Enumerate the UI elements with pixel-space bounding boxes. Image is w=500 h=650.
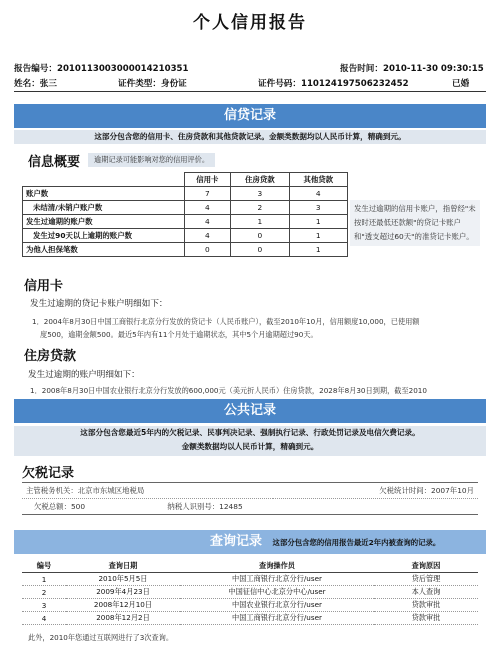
- cell-value: 1: [289, 215, 347, 229]
- table-row: [23, 215, 348, 229]
- overdue-definition-note: 发生过逾期的信用卡账户，指曾经"未按时还最低还款额"的贷记卡账户和"透支超过60天"的准贷记卡账户。: [350, 200, 480, 246]
- table-row: [22, 573, 478, 586]
- tax-amount: 欠税总额：500: [34, 502, 86, 511]
- cell-value: 2: [22, 586, 66, 599]
- table-row: [22, 599, 478, 612]
- cell-value: 贷款审批: [374, 612, 478, 625]
- cell-value: 中国工商银行北京分行/user: [180, 612, 374, 625]
- cell-value: 中国征信中心北京分中心/user: [180, 586, 374, 599]
- cell-value: 2010年5月5日: [66, 573, 180, 586]
- query-band-title: 查询记录: [210, 534, 263, 549]
- table-row: [22, 499, 478, 515]
- row-label: 发生过90天以上逾期的账户数: [23, 229, 185, 243]
- table-row: [23, 187, 348, 201]
- header-divider: [14, 91, 486, 92]
- query-col-no: 编号: [22, 560, 66, 573]
- report-title: 个人信用报告: [193, 13, 307, 33]
- cell-value: 3: [289, 201, 347, 215]
- overview-col-credit-card: 信用卡: [184, 173, 231, 187]
- tax-arrears-heading: 欠税记录: [22, 466, 75, 481]
- cell-value: 4: [289, 187, 347, 201]
- cell-value: 0: [231, 229, 289, 243]
- id-number: 证件号码：110124197506232452: [258, 79, 409, 89]
- overview-corner: [23, 173, 185, 187]
- query-col-operator: 查询操作员: [180, 560, 374, 573]
- credit-card-subheading: 发生过逾期的贷记卡账户明细如下：: [30, 299, 168, 309]
- cell-value: 本人查询: [374, 586, 478, 599]
- cell-value: 2009年4月23日: [66, 586, 180, 599]
- overview-table: [22, 172, 348, 257]
- cell-value: 中国农业银行北京分行/user: [180, 599, 374, 612]
- row-label: 发生过逾期的账户数: [23, 215, 185, 229]
- public-note-line2: 金额类数据均以人民币计算，精确到元。: [181, 442, 319, 451]
- cell-value: 7: [184, 187, 231, 201]
- query-col-reason: 查询原因: [374, 560, 478, 573]
- credit-card-item-line2: 度500，逾期金额500。最近5年内有11个月处于逾期状态，其中5个月逾期超过90天。: [40, 330, 318, 339]
- housing-loan-heading: 住房贷款: [24, 349, 77, 364]
- cell-value: 2: [231, 201, 289, 215]
- public-note-line1: 这部分包含您最近5年内的欠税记录、民事判决记录、强制执行记录、行政处罚记录及电信欠费记录。: [80, 428, 420, 437]
- cell-value: 0: [231, 243, 289, 257]
- cell-value: 4: [184, 229, 231, 243]
- cell-value: 1: [289, 243, 347, 257]
- cell-value: 1: [231, 215, 289, 229]
- cell-value: 贷后管理: [374, 573, 478, 586]
- housing-loan-subheading: 发生过逾期的账户明细如下：: [28, 370, 140, 380]
- query-footer-note: 此外，2010年您通过互联网进行了3次查询。: [28, 633, 174, 642]
- query-record-band: [14, 530, 486, 554]
- id-type: 证件类型：身份证: [118, 79, 187, 89]
- person-name: 姓名：张三: [14, 79, 57, 89]
- cell-value: 2008年12月10日: [66, 599, 180, 612]
- cell-value: 4: [184, 215, 231, 229]
- cell-value: 3: [231, 187, 289, 201]
- cell-value: 2008年12月2日: [66, 612, 180, 625]
- cell-value: 0: [184, 243, 231, 257]
- row-label: 为他人担保笔数: [23, 243, 185, 257]
- table-row: [23, 229, 348, 243]
- table-row: [22, 586, 478, 599]
- taxpayer-id: 纳税人识别号：12485: [167, 502, 243, 511]
- overview-heading: 信息概要: [28, 155, 81, 170]
- table-row: [23, 201, 348, 215]
- tax-amount-cell: [22, 499, 478, 515]
- marital-status: 已婚: [452, 79, 470, 89]
- cell-value: 3: [22, 599, 66, 612]
- overview-tag: 逾期记录可能影响对您的信用评价。: [88, 153, 215, 167]
- cell-value: 中国工商银行北京分行/user: [180, 573, 374, 586]
- credit-card-item-line1: 1．2004年8月30日中国工商银行北京分行发放的贷记卡（人民币账户），截至2010年10月，信用额度10,000，已使用额: [32, 317, 420, 326]
- query-header-row: [22, 560, 478, 573]
- report-number: 报告编号：2010113003000014210351: [14, 64, 189, 74]
- tax-arrears-table: [22, 482, 478, 515]
- cell-value: 4: [22, 612, 66, 625]
- housing-loan-item-line1: 1．2008年8月30日中国农业银行北京分行发放的600,000元（美元折人民币）住房贷款，2028年8月30日到期，截至2010: [30, 386, 427, 395]
- credit-card-heading: 信用卡: [24, 279, 64, 294]
- report-time: 报告时间：2010-11-30 09:30:15: [340, 64, 484, 74]
- cell-value: 4: [184, 201, 231, 215]
- query-band-note: 这部分包含您的信用报告最近2年内被查询的记录。: [272, 538, 441, 547]
- tax-stat-time: 欠税统计时间：2007年10月: [379, 486, 474, 495]
- public-record-note: [14, 426, 486, 456]
- table-row: [22, 483, 478, 499]
- cell-value: 1: [289, 229, 347, 243]
- overview-col-other-loan: 其他贷款: [289, 173, 347, 187]
- overview-header-row: [23, 173, 348, 187]
- tax-authority: 主管税务机关：北京市东城区地税局: [26, 486, 145, 495]
- query-table: [22, 560, 478, 625]
- credit-record-band: 信贷记录: [14, 104, 486, 128]
- credit-record-note: 这部分包含您的信用卡、住房贷款和其他贷款记录。金额类数据均以人民币计算，精确到元。: [14, 130, 486, 144]
- overview-col-housing-loan: 住房贷款: [231, 173, 289, 187]
- table-row: [23, 243, 348, 257]
- query-col-date: 查询日期: [66, 560, 180, 573]
- row-label: 未结清/未销户账户数: [23, 201, 185, 215]
- cell-value: 1: [22, 573, 66, 586]
- public-record-band: 公共记录: [14, 399, 486, 423]
- cell-value: 贷款审批: [374, 599, 478, 612]
- row-label: 账户数: [23, 187, 185, 201]
- table-row: [22, 612, 478, 625]
